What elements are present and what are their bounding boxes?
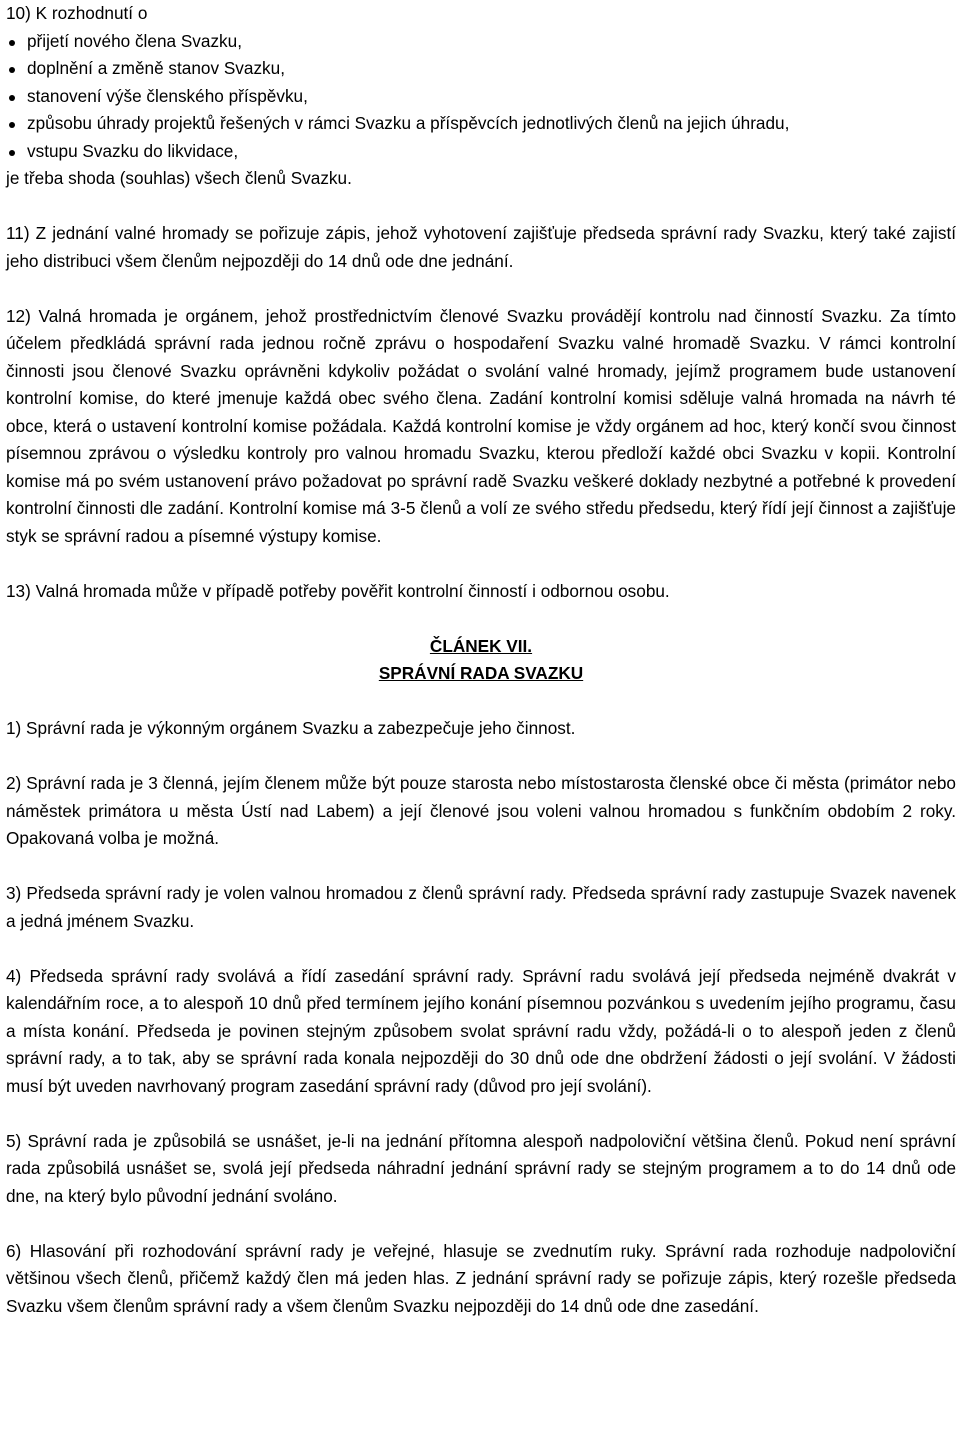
item-10-closing: je třeba shoda (souhlas) všech členů Svazku.	[6, 168, 352, 188]
article-number: ČLÁNEK VII.	[429, 635, 533, 656]
list-item	[6, 55, 956, 83]
list-item-text: stanovení výše členského příspěvku,	[27, 85, 308, 106]
article-paragraph-5: 5) Správní rada je způsobilá se usnášet, je-li na jednání přítomna alespoň nadpoloviční většina členů. Pokud není správní rada způsobilá usnášet se, svolá její předseda náhradní jednání správní rady se stejným programem a to do 14 dnů ode dne, na který bylo původní jednání svoláno.	[6, 1130, 956, 1206]
list-item-text: přijetí nového člena Svazku,	[27, 30, 242, 51]
spacer	[6, 688, 956, 716]
spacer	[6, 550, 956, 578]
article-paragraph-2: 2) Správní rada je 3 členná, jejím členem může být pouze starosta nebo místostarosta členské obce či města (primátor nebo náměstek primátora u města Ústí nad Labem) a její členové jsou voleni valnou hromadou s funkčním obdobím 2 roky. Opakovaná volba je možná.	[6, 773, 956, 848]
spacer	[6, 193, 956, 221]
bullet-icon	[9, 67, 15, 73]
bullet-icon	[9, 40, 15, 46]
paragraph-11: 11) Z jednání valné hromady se pořizuje zápis, jehož vyhotovení zajišťuje předseda správní rady Svazku, který také zajistí jeho distribuci všem členům nejpozději do 14 dnů ode dne jednání.	[6, 223, 956, 271]
article-paragraph-3: 3) Předseda správní rady je volen valnou hromadou z členů správní rady. Předseda správní rady zastupuje Svazek navenek a jedná jménem Svazku.	[6, 883, 956, 931]
item-10-title: 10) K rozhodnutí o	[6, 3, 148, 23]
list-item	[6, 28, 956, 56]
article-paragraph-6: 6) Hlasování při rozhodování správní rady je veřejné, hlasuje se zvednutím ruky. Správní rada rozhoduje nadpoloviční většinou všech členů, přičemž každý člen má jeden hlas. Z jednání správní rady se pořizuje zápis, který rozešle předseda Svazku všem členům správní rady a všem členům Svazku nejpozději do 14 dnů ode dne zasedání.	[6, 1240, 956, 1316]
spacer	[6, 605, 956, 633]
article-paragraph-1: 1) Správní rada je výkonným orgánem Svazku a zabezpečuje jeho činnost.	[6, 718, 576, 738]
article-paragraph-4: 4) Předseda správní rady svolává a řídí zasedání správní rady. Správní radu svolává její předseda nejméně dvakrát v kalendářním roce, a to alespoň 10 dnů před termínem jejího konání písemnou pozvánkou s uvedením jejího programu, času a místa konání. Předseda je povinen stejným způsobem svolat správní radu vždy, požádá-li o to alespoň jeden z členů správní rady, a to tak, aby se správní rada konala nejpozději do 30 dnů ode dne obdržení žádosti o její svolání. V žádosti musí být uveden navrhovaný program zasedání správní rady (důvod pro její svolání).	[6, 965, 956, 1096]
spacer	[6, 743, 956, 771]
paragraph-12: 12) Valná hromada je orgánem, jehož prostřednictvím členové Svazku provádějí kontrolu nad činností Svazku. Za tímto účelem předkládá správní rada jednou ročně zprávu o hospodaření Svazku valné hromadě Svazku. V rámci kontrolní činnosti jsou členové Svazku oprávněni kdykoliv požádat o svolání valné hromady, jejímž programem bude ustanovení kontrolní komise, do které jmenuje každá obec svého člena. Zadání kontrolní komisi sděluje valná hromada na návrh té obce, která o ustavení kontrolní komise požádala. Každá kontrolní komise je vždy orgánem ad hoc, který končí svou činnost písemnou zprávou o výsledku kontroly pro valnou hromadu Svazku, kterou předloží každé obci Svazku v kopii. Kontrolní komise má po svém ustanovení právo požadovat po správní radě Svazku veškeré doklady nezbytné a potřebné k provedení kontrolní činnosti dle zadání. Kontrolní komise má 3-5 členů a volí ze svého středu předsedu, který řídí její činnost a zajišťuje styk se správní radou a písemné výstupy komise.	[6, 305, 956, 546]
spacer	[6, 1100, 956, 1128]
list-item-text: doplnění a změně stanov Svazku,	[27, 58, 285, 78]
list-item-text: způsobu úhrady projektů řešených v rámci Svazku a příspěvcích jednotlivých členů na jejich úhradu,	[27, 113, 790, 133]
bullet-icon	[9, 122, 15, 128]
spacer	[6, 935, 956, 963]
spacer	[6, 1210, 956, 1238]
list-item	[6, 110, 956, 138]
spacer	[6, 275, 956, 303]
paragraph-13: 13) Valná hromada může v případě potřeby pověřit kontrolní činností i odbornou osobu.	[6, 580, 670, 601]
list-item	[6, 138, 956, 166]
bullet-icon	[9, 150, 15, 156]
document-page	[6, 0, 956, 1320]
list-item-text: vstupu Svazku do likvidace,	[27, 140, 239, 161]
list-item	[6, 83, 956, 111]
item-10-bullet-list	[6, 28, 956, 166]
article-title: SPRÁVNÍ RADA SVAZKU	[378, 663, 584, 683]
bullet-icon	[9, 95, 15, 101]
spacer	[6, 853, 956, 881]
